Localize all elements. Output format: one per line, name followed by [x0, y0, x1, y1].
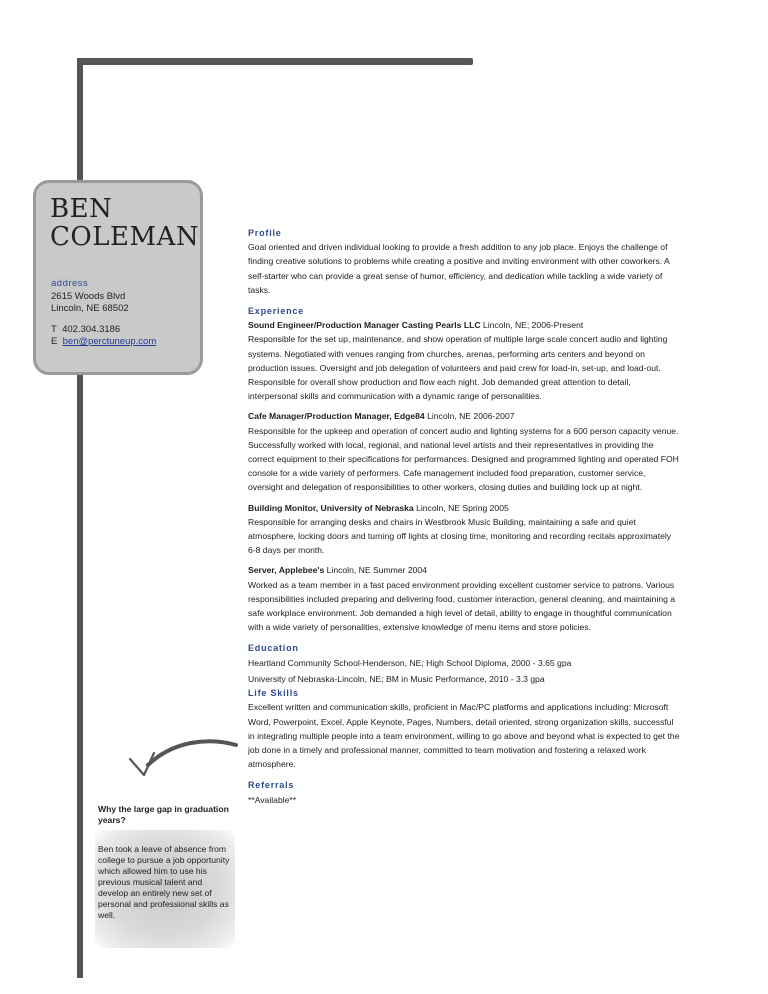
job-title: Server, Applebee's	[248, 565, 325, 576]
referrals-text: **Available**	[248, 794, 297, 805]
curved-arrow-icon	[118, 735, 238, 785]
contact-block	[51, 278, 156, 349]
frame-left-line-upper	[77, 58, 83, 186]
email-prefix: E	[51, 336, 58, 347]
first-name: BEN	[50, 194, 113, 224]
skills-heading: Life Skills	[248, 688, 299, 699]
job-description: Worked as a team member in a fast paced environment providing excellent customer service to patrons. Various responsibilities included preparing and delivering food, customer interaction, general cleaning, and maintaining a safe workplace environment. Job demanded a high level of detail, ability to engage in thoughtful communication with a wide variety of personalities, extensive knowledge of menu items and store policies.	[248, 579, 676, 633]
email-line	[51, 336, 156, 349]
profile-heading: Profile	[248, 228, 282, 238]
candidate-name	[50, 195, 199, 251]
sidebar-question: Why the large gap in graduation years?	[98, 804, 229, 825]
job-entry	[248, 501, 680, 558]
resume-body	[248, 226, 680, 807]
job-title: Building Monitor, University of Nebraska	[248, 502, 414, 513]
education-line: Heartland Community School-Henderson, NE; High School Diploma, 2000 - 3.65 gpa	[248, 657, 572, 668]
frame-left-line-lower	[77, 368, 83, 978]
education-heading: Education	[248, 643, 299, 654]
phone-prefix: T	[51, 323, 57, 335]
address-label: address	[51, 278, 89, 289]
job-entry	[248, 318, 680, 403]
referrals-heading: Referrals	[248, 780, 295, 791]
address-city: Lincoln, NE 68502	[51, 303, 129, 314]
job-location-dates: Lincoln, NE 2006-2007	[424, 411, 515, 422]
education-line: University of Nebraska-Lincoln, NE; BM in Music Performance, 2010 - 3.3 gpa	[248, 673, 545, 684]
job-location-dates: Lincoln, NE; 2006-Present	[480, 320, 584, 331]
phone-line	[51, 324, 156, 337]
job-description: Responsible for the upkeep and operation of concert audio and lighting systems for a 600 person capacity venue. Successfully worked with local, regional, and national level artists and their representatives in providing the correct equipment to their specifications for performances. Designed and programmed lighting and operated FOH console for a wide variety of performers. Cafe management included food preparation, customer service, oversight and delegation of responsibilities to other workers, closing duties and building lock up at night.	[248, 425, 679, 493]
job-description: Responsible for the set up, maintenance, and show operation of multiple large scale concert audio and lighting systems. Negotiated with venues ranging from churches, arenas, performing arts centers and beyond on production issues. Oversight and job delegation of volunteers and paid crew for load-in, set-up, and load-out. Responsible for overall show production and flow each night. Job demanded great attention to detail, interpersonal skills and communication with a dynamic range of personalities.	[248, 334, 668, 402]
job-description: Responsible for arranging desks and chairs in Westbrook Music Building, maintaining a safe and quiet atmosphere, locking doors and turning off lights at closing time, monitoring and recording recitals approximately 6-8 days per month.	[248, 516, 672, 556]
phone-number: 402.304.3186	[62, 323, 121, 335]
sidebar-answer: Ben took a leave of absence from college to pursue a job opportunity which allowed him to use his previous musical talent and develop an entirely new set of personal and professional skills as well.	[98, 844, 230, 920]
last-name: COLEMAN	[50, 222, 200, 252]
experience-heading: Experience	[248, 306, 305, 317]
job-entry	[248, 409, 680, 494]
job-location-dates: Lincoln, NE Summer 2004	[324, 565, 427, 576]
profile-text: Goal oriented and driven individual looking to provide a fresh addition to any job place. Enjoys the challenge of finding creative solutions to problems while creating a positive and inviting environment with other coworkers. A self-starter who can provide a great sense of humor, efficiency, and dedication while tackling a wide variety of tasks.	[248, 242, 670, 295]
job-location-dates: Lincoln, NE Spring 2005	[413, 502, 509, 513]
frame-top-line	[78, 58, 473, 65]
job-entry	[248, 563, 680, 634]
email-link[interactable]: ben@perctuneup.com	[62, 336, 157, 347]
job-title: Cafe Manager/Production Manager, Edge84	[248, 411, 425, 422]
job-title: Sound Engineer/Production Manager Casting Pearls LLC	[248, 320, 481, 331]
skills-text: Excellent written and communication skills, proficient in Mac/PC platforms and applications including: Microsoft Word, Powerpoint, Excel, Apple Keynote, Pages, Numbers, detail oriented, strong organization skills, successful in integrating multiple people into a team environment, willing to go above and beyond what is expected to get the job done in a timely and professional manner, committed to team motivation and fostering a relaxed work atmosphere.	[248, 702, 680, 770]
address-street: 2615 Woods Blvd	[51, 290, 126, 302]
